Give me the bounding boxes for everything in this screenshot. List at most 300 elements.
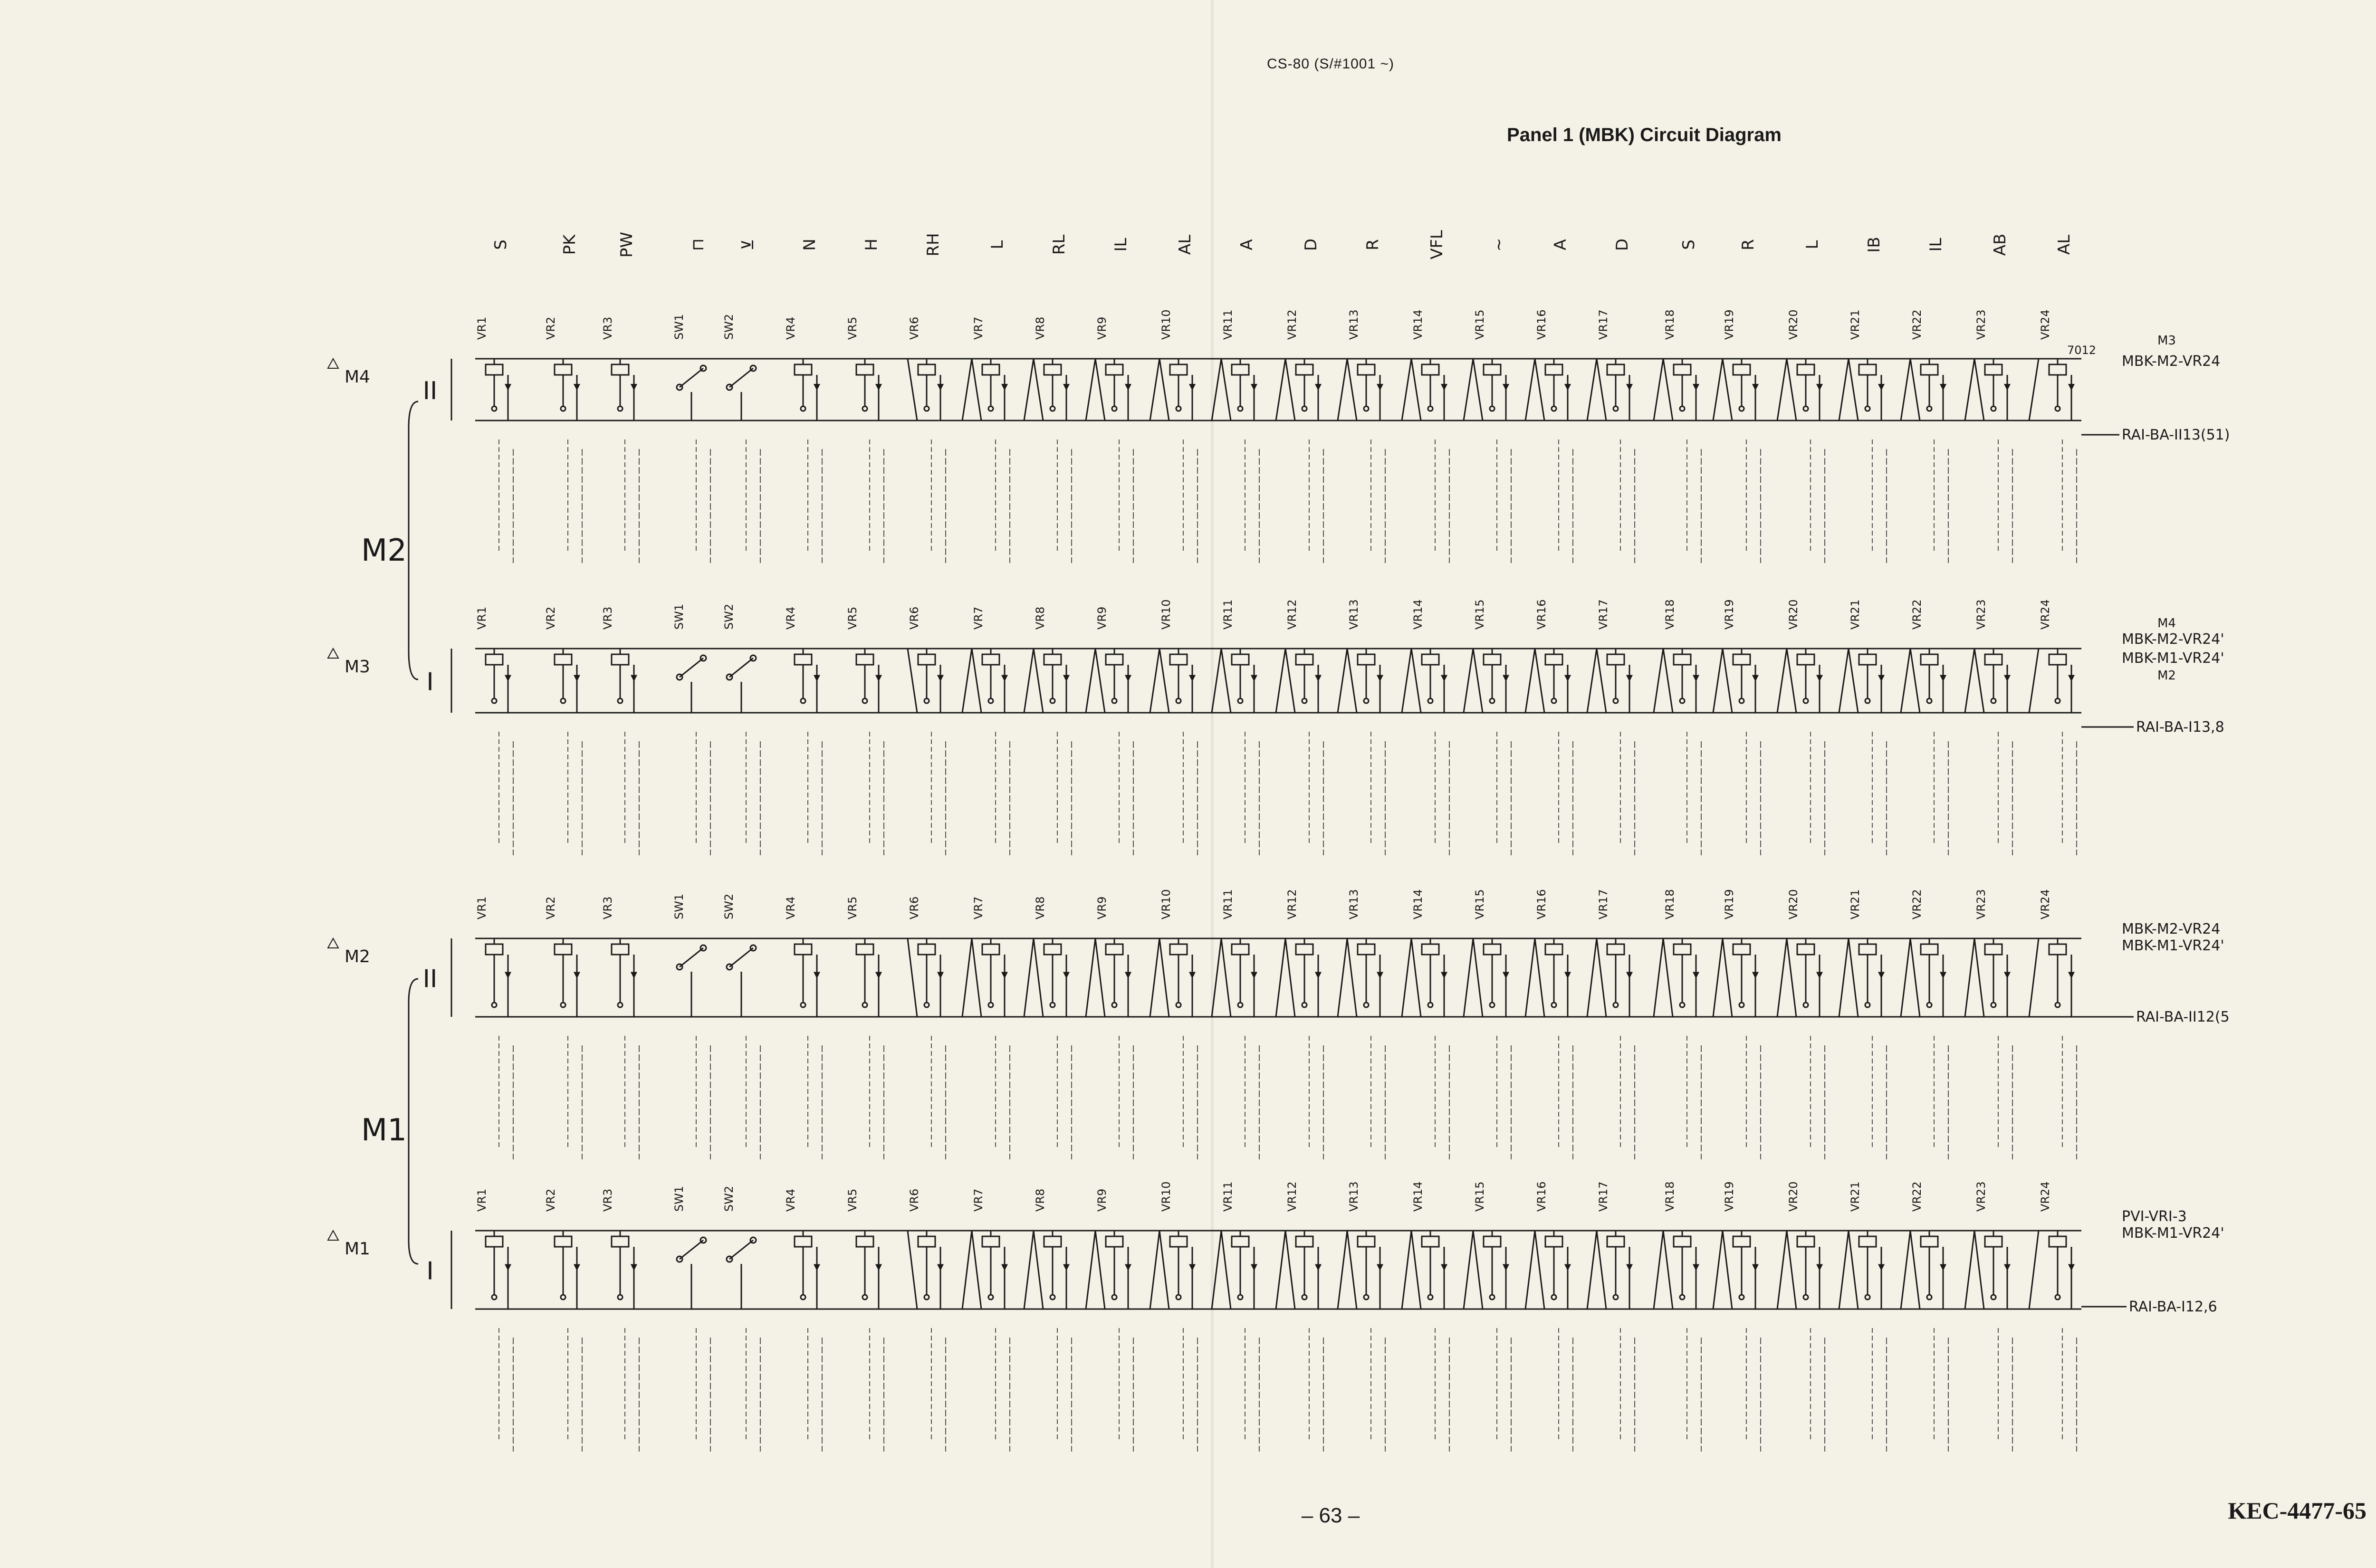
component-25	[1974, 359, 2039, 421]
component-21	[1723, 1231, 1787, 1309]
pot-body	[1859, 364, 1876, 375]
component-6	[795, 359, 820, 421]
wiring-note	[808, 1328, 822, 1452]
control-label: VR1	[475, 896, 489, 919]
param-label-4: ⊓	[689, 238, 708, 251]
annotation-board-m4: M4	[2157, 616, 2176, 631]
control-label: VR14	[1411, 309, 1425, 340]
component-10	[1034, 359, 1095, 421]
control-label: VR22	[1910, 889, 1924, 919]
control-label: VR8	[1034, 1188, 1047, 1212]
wiring-note	[1687, 440, 1701, 563]
pot-body	[555, 944, 572, 955]
pot-body	[1733, 1236, 1750, 1247]
component-26	[2049, 1231, 2075, 1309]
component-13	[1221, 1231, 1285, 1309]
control-label: VR4	[784, 896, 797, 919]
control-label: VR19	[1723, 889, 1736, 919]
pot-body	[1921, 654, 1938, 665]
control-label: VR24	[2039, 889, 2052, 919]
wiring-note	[499, 732, 513, 855]
pot-body	[918, 364, 935, 375]
terminal	[1490, 406, 1495, 411]
pot-body	[1484, 364, 1501, 375]
component-11	[1095, 359, 1159, 421]
annotation-mark: 7012	[2067, 344, 2097, 357]
wiring-note	[1559, 1328, 1573, 1452]
component-7	[856, 359, 882, 421]
pot-body	[1607, 654, 1624, 665]
component-4	[677, 655, 706, 713]
wiring-note	[870, 1036, 884, 1159]
cross-wire	[1535, 1231, 1597, 1309]
control-label: VR13	[1347, 599, 1360, 630]
wiring-note	[499, 440, 513, 563]
cross-wire	[1285, 1231, 1347, 1309]
wiring-note	[2062, 1328, 2077, 1452]
terminal	[1739, 406, 1744, 411]
switch-blade	[680, 1240, 703, 1259]
pot-body	[1674, 1236, 1691, 1247]
wiring-note	[996, 1036, 1010, 1159]
control-label: VR15	[1473, 1181, 1486, 1212]
switch-blade	[729, 948, 753, 967]
pot-body	[1545, 944, 1562, 955]
terminal	[1050, 406, 1055, 411]
annotation-board-m2: M2	[2157, 669, 2176, 683]
control-label: VR15	[1473, 889, 1486, 919]
control-label: VR19	[1723, 599, 1736, 630]
cross-wire	[1411, 359, 1473, 421]
pot-body	[555, 1236, 572, 1247]
wiring-note	[1183, 1328, 1198, 1452]
component-17	[1473, 649, 1535, 713]
wiring-note	[1746, 1036, 1761, 1159]
param-label-22: L	[1803, 240, 1822, 249]
control-label: VR22	[1910, 1181, 1924, 1212]
conn-row3-top2: MBK-M1-VR24'	[2122, 937, 2224, 954]
pot-body	[856, 654, 873, 665]
cross-wire	[1285, 938, 1347, 1017]
pot-body	[1422, 944, 1439, 955]
wiring-note	[1057, 1036, 1072, 1159]
wiring-note	[625, 1036, 639, 1159]
board-delta-icon	[328, 1231, 338, 1240]
control-label: VR17	[1597, 309, 1610, 340]
pot-body	[612, 1236, 629, 1247]
wiring-note	[1934, 1036, 1948, 1159]
wiring-note	[1811, 440, 1825, 563]
pot-body	[1358, 944, 1375, 955]
control-label: VR19	[1723, 309, 1736, 340]
wiring-note	[499, 1328, 513, 1452]
board-delta-icon	[328, 359, 338, 368]
terminal	[1428, 406, 1433, 411]
control-label: VR19	[1723, 1181, 1736, 1212]
control-label: VR17	[1597, 1181, 1610, 1212]
terminal	[1803, 1003, 1808, 1007]
cross-wire	[1787, 359, 1849, 421]
cross-wire	[1285, 359, 1347, 421]
terminal	[1490, 1295, 1495, 1300]
wiring-note	[1746, 1328, 1761, 1452]
pot-body	[856, 364, 873, 375]
wiring-note	[746, 1036, 760, 1159]
component-25	[1974, 649, 2039, 713]
component-25	[1974, 938, 2039, 1017]
terminal	[1680, 1295, 1685, 1300]
wiring-note	[870, 440, 884, 563]
wiring-note	[696, 1036, 710, 1159]
terminal	[924, 698, 929, 703]
pot-body	[1296, 944, 1313, 955]
cross-wire	[1663, 1231, 1723, 1309]
param-label-13: A	[1237, 239, 1256, 250]
control-label: VR17	[1597, 889, 1610, 919]
control-label: VR4	[784, 1188, 797, 1212]
terminal	[1927, 406, 1932, 411]
wiring-note	[746, 440, 760, 563]
pot-body	[982, 364, 999, 375]
terminal	[1991, 1003, 1996, 1007]
terminal	[862, 406, 867, 411]
control-label: SW2	[722, 1186, 736, 1212]
control-label: VR13	[1347, 889, 1360, 919]
terminal	[1238, 1295, 1243, 1300]
wiring-note	[1687, 732, 1701, 855]
control-label: VR21	[1849, 309, 1862, 340]
control-label: VR12	[1285, 309, 1299, 340]
terminal	[1927, 1295, 1932, 1300]
component-8	[908, 938, 972, 1017]
wiring-note	[1620, 732, 1635, 855]
control-label: VR23	[1974, 889, 1988, 919]
component-23	[1849, 938, 1910, 1017]
wiring-note	[1057, 1328, 1072, 1452]
terminal	[1552, 698, 1556, 703]
component-15	[1347, 649, 1411, 713]
control-label: VR21	[1849, 1181, 1862, 1212]
terminal	[988, 698, 993, 703]
terminal	[1428, 698, 1433, 703]
terminal	[1050, 698, 1055, 703]
wiring-note	[568, 1036, 582, 1159]
param-label-21: R	[1739, 239, 1758, 250]
component-18	[1535, 938, 1597, 1017]
component-6	[795, 649, 820, 713]
component-23	[1849, 649, 1910, 713]
component-25	[1974, 1231, 2039, 1309]
pot-body	[486, 654, 503, 665]
param-label-2: PK	[560, 234, 579, 255]
cross-wire	[972, 938, 1034, 1017]
terminal	[1991, 406, 1996, 411]
component-5	[727, 365, 756, 421]
terminal	[1680, 406, 1685, 411]
component-2	[555, 649, 580, 713]
terminal	[1112, 698, 1117, 703]
terminal	[1238, 698, 1243, 703]
component-17	[1473, 359, 1535, 421]
board-delta-icon	[328, 938, 338, 948]
wiring-note	[870, 1328, 884, 1452]
wiring-note	[1872, 1328, 1887, 1452]
terminal	[492, 1295, 497, 1300]
param-label-25: AB	[1991, 233, 2010, 256]
cross-wire	[1473, 1231, 1535, 1309]
wiring-note	[2062, 732, 2077, 855]
control-label: VR9	[1095, 606, 1109, 630]
pot-body	[1733, 364, 1750, 375]
pot-body	[1232, 1236, 1249, 1247]
terminal	[1680, 1003, 1685, 1007]
wiring-note	[1872, 732, 1887, 855]
pot-body	[1985, 654, 2002, 665]
cross-wire	[1787, 1231, 1849, 1309]
wiring-note	[1497, 440, 1511, 563]
component-4	[677, 365, 706, 421]
terminal	[1927, 698, 1932, 703]
wiring-note	[1687, 1328, 1701, 1452]
conn-row2-top: MBK-M2-VR24'	[2122, 631, 2224, 648]
component-24	[1910, 938, 1974, 1017]
component-13	[1221, 938, 1285, 1017]
switch-blade	[680, 948, 703, 967]
wiring-note	[1497, 732, 1511, 855]
pot-body	[1484, 654, 1501, 665]
wiring-note	[1811, 732, 1825, 855]
pot-body	[1358, 364, 1375, 375]
control-label: VR16	[1535, 309, 1548, 340]
param-label-11: IL	[1111, 238, 1131, 252]
terminal	[1364, 1295, 1369, 1300]
component-18	[1535, 1231, 1597, 1309]
cross-wire	[1473, 938, 1535, 1017]
terminal	[1739, 1295, 1744, 1300]
control-label: VR5	[846, 606, 859, 630]
component-6	[795, 1231, 820, 1309]
pot-body	[2049, 364, 2066, 375]
cross-wire	[1159, 649, 1221, 713]
param-label-1: S	[491, 239, 510, 250]
wiring-note	[1620, 440, 1635, 563]
control-label: VR14	[1411, 599, 1425, 630]
control-label: VR21	[1849, 599, 1862, 630]
pot-body	[1985, 1236, 2002, 1247]
component-14	[1285, 938, 1347, 1017]
cross-wire	[972, 649, 1034, 713]
control-label: VR10	[1159, 1181, 1173, 1212]
pot-body	[555, 364, 572, 375]
wiring-note	[625, 732, 639, 855]
cross-wire	[972, 359, 1034, 421]
terminal	[862, 1295, 867, 1300]
wiring-note	[1245, 732, 1259, 855]
wiring-note	[1119, 1328, 1133, 1452]
component-1	[486, 938, 511, 1017]
component-9	[972, 359, 1034, 421]
component-24	[1910, 359, 1974, 421]
pot-body	[1044, 944, 1061, 955]
pot-body	[1170, 944, 1187, 955]
wiring-note	[1497, 1328, 1511, 1452]
terminal	[1176, 1003, 1181, 1007]
component-16	[1411, 1231, 1473, 1309]
cross-wire	[1411, 1231, 1473, 1309]
control-label: VR3	[601, 606, 614, 630]
control-label: VR11	[1221, 309, 1235, 340]
pot-body	[918, 1236, 935, 1247]
control-label: VR20	[1787, 889, 1800, 919]
pot-body	[1674, 944, 1691, 955]
control-label: VR15	[1473, 599, 1486, 630]
board-delta-icon	[328, 649, 338, 658]
wiring-note	[1057, 440, 1072, 563]
wiring-note	[1309, 440, 1323, 563]
control-label: VR11	[1221, 889, 1235, 919]
cross-wire	[1159, 938, 1221, 1017]
component-14	[1285, 649, 1347, 713]
terminal	[1803, 1295, 1808, 1300]
terminal	[561, 698, 565, 703]
control-label: VR9	[1095, 1188, 1109, 1212]
component-12	[1159, 938, 1221, 1017]
control-label: VR18	[1663, 1181, 1677, 1212]
module-roman: I	[426, 1257, 434, 1286]
control-label: VR7	[972, 896, 985, 919]
wiring-note	[1497, 1036, 1511, 1159]
pot-body	[1545, 364, 1562, 375]
control-label: VR11	[1221, 1181, 1235, 1212]
component-11	[1095, 938, 1159, 1017]
component-5	[727, 945, 756, 1017]
component-19	[1597, 649, 1663, 713]
cross-wire	[1411, 938, 1473, 1017]
terminal	[1050, 1003, 1055, 1007]
control-label: VR10	[1159, 599, 1173, 630]
pot-body	[1170, 1236, 1187, 1247]
wiring-note	[931, 1036, 946, 1159]
terminal	[618, 1295, 623, 1300]
control-label: VR1	[475, 606, 489, 630]
control-label: VR14	[1411, 1181, 1425, 1212]
component-22	[1787, 649, 1849, 713]
wiring-note	[1183, 1036, 1198, 1159]
wiring-note	[1998, 440, 2012, 563]
wiring-note	[1811, 1036, 1825, 1159]
wiring-note	[568, 1328, 582, 1452]
terminal	[1803, 698, 1808, 703]
component-11	[1095, 649, 1159, 713]
cross-wire	[1034, 938, 1095, 1017]
component-15	[1347, 1231, 1411, 1309]
control-label: VR24	[2039, 599, 2052, 630]
pot-body	[1296, 654, 1313, 665]
control-label: VR20	[1787, 599, 1800, 630]
cross-wire	[1787, 938, 1849, 1017]
control-label: VR6	[908, 896, 921, 919]
wiring-note	[1309, 732, 1323, 855]
terminal	[801, 1295, 805, 1300]
terminal	[561, 406, 565, 411]
pot-body	[1170, 654, 1187, 665]
terminal	[862, 1003, 867, 1007]
cross-wire	[1663, 359, 1723, 421]
control-label: VR4	[784, 606, 797, 630]
component-5	[727, 655, 756, 713]
terminal	[1364, 406, 1369, 411]
control-label: VR5	[846, 896, 859, 919]
component-3	[612, 1231, 637, 1309]
cross-wire	[1411, 649, 1473, 713]
terminal	[862, 698, 867, 703]
wiring-note	[808, 732, 822, 855]
module-board-label: M3	[345, 657, 370, 677]
component-3	[612, 359, 637, 421]
component-24	[1910, 649, 1974, 713]
conn-row4-top2: MBK-M1-VR24'	[2122, 1225, 2224, 1242]
group-bracket-m2	[409, 402, 418, 679]
pot-body	[1797, 944, 1814, 955]
wiring-note	[1872, 440, 1887, 563]
component-3	[612, 938, 637, 1017]
wiring-note	[1119, 1036, 1133, 1159]
component-10	[1034, 938, 1095, 1017]
terminal	[1803, 406, 1808, 411]
wiring-note	[1309, 1036, 1323, 1159]
wiring-note	[1309, 1328, 1323, 1452]
pot-body	[1106, 654, 1123, 665]
terminal	[924, 406, 929, 411]
control-label: VR16	[1535, 599, 1548, 630]
conn-row2-out: RAI-BA-I13,8	[2136, 719, 2224, 736]
pot-body	[612, 654, 629, 665]
wiring-note	[1183, 440, 1198, 563]
page-title: Panel 1 (MBK) Circuit Diagram	[1507, 124, 1782, 145]
component-26	[2049, 938, 2075, 1017]
wiring-note	[1872, 1036, 1887, 1159]
component-17	[1473, 1231, 1535, 1309]
component-17	[1473, 938, 1535, 1017]
param-label-7: H	[862, 239, 881, 251]
wiring-note	[1119, 440, 1133, 563]
component-20	[1663, 649, 1723, 713]
document-id: KEC-4477-65	[2228, 1497, 2366, 1524]
control-label: VR8	[1034, 896, 1047, 919]
component-13	[1221, 649, 1285, 713]
control-label: VR23	[1974, 309, 1988, 340]
control-label: VR17	[1597, 599, 1610, 630]
terminal	[1552, 406, 1556, 411]
terminal	[1613, 406, 1618, 411]
terminal	[988, 1295, 993, 1300]
switch-blade	[680, 368, 703, 387]
cross-wire	[1285, 649, 1347, 713]
component-12	[1159, 1231, 1221, 1309]
terminal	[618, 406, 623, 411]
wiring-note	[1746, 732, 1761, 855]
wiring-note	[625, 1328, 639, 1452]
terminal	[1364, 698, 1369, 703]
pot-body	[795, 654, 812, 665]
cross-wire	[1849, 938, 1910, 1017]
terminal	[2055, 1003, 2060, 1007]
module-row-3	[328, 938, 2081, 1017]
param-label-26: AL	[2055, 234, 2074, 255]
module-board-label: M1	[345, 1239, 370, 1259]
control-label: VR24	[2039, 309, 2052, 340]
wiring-note	[1245, 1036, 1259, 1159]
